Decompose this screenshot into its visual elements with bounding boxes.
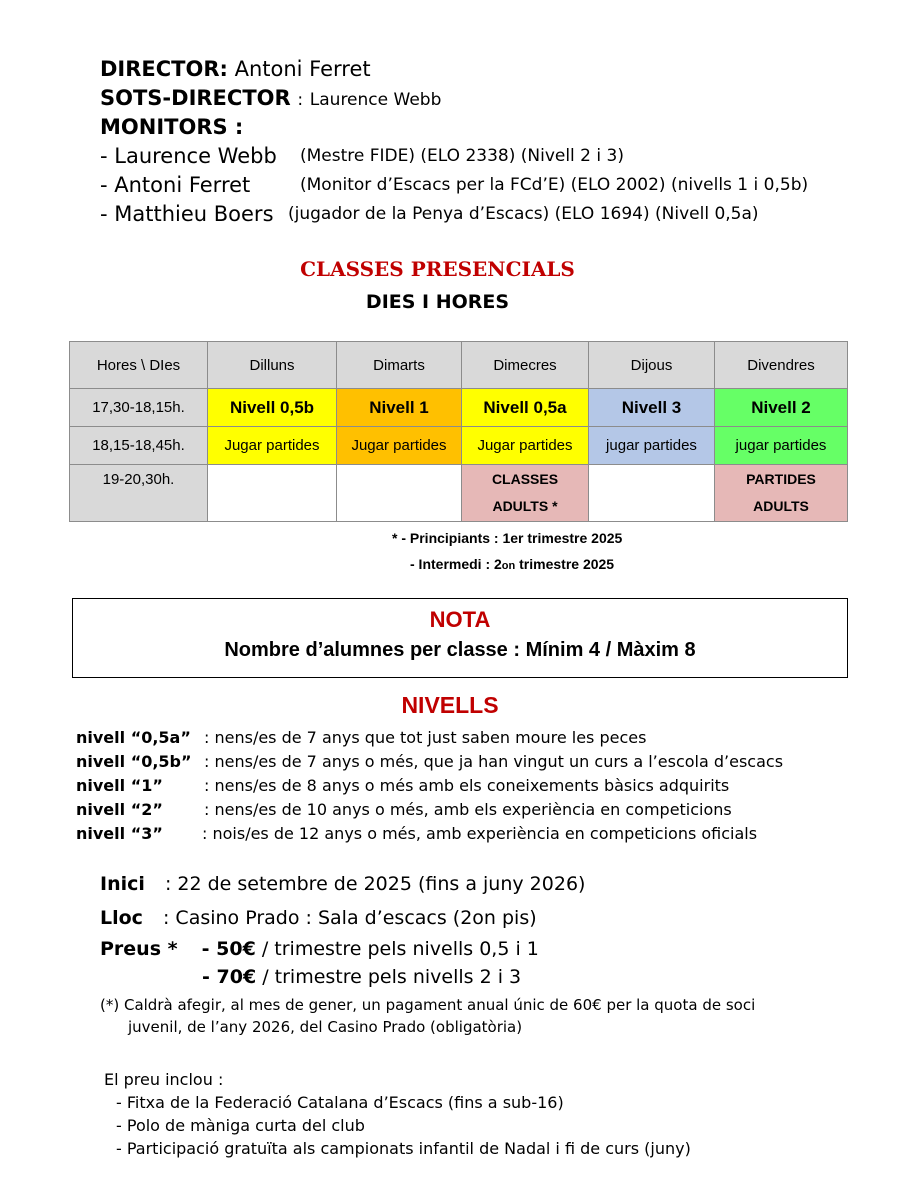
director-name: Antoni Ferret [234, 57, 371, 81]
table-row [70, 389, 848, 427]
adult-games-line2: ADULTS [753, 498, 809, 514]
level-desc: : nois/es de 12 anys o més, amb experiència en competicions oficials [202, 824, 758, 843]
start-row [100, 873, 585, 895]
adult-classes-cell [462, 465, 589, 522]
nota-box [72, 598, 848, 678]
table-header-row [70, 342, 848, 389]
level-label: nivell “1” [76, 776, 163, 795]
schedule-subtitle: DIES I HORES [365, 291, 510, 313]
adult-classes-line1: CLASSES [491, 471, 559, 487]
subdirector-row [100, 84, 441, 113]
day-header: Dilluns [208, 342, 337, 389]
activity-cell: Jugar partides [208, 427, 337, 465]
adult-games-cell [715, 465, 848, 522]
includes-item: - Participació gratuïta als campionats infantil de Nadal i fi de curs (juny) [116, 1139, 691, 1158]
level-item [76, 774, 163, 798]
membership-note-line1: (*) Caldrà afegir, al mes de gener, un pagament anual únic de 60€ per la quota de soci [100, 996, 756, 1014]
level-desc: : nens/es de 8 anys o més amb els coneixements bàsics adquirits [204, 776, 730, 795]
director-row [100, 55, 441, 84]
level-item [76, 822, 163, 846]
monitor-info: (Monitor d’Escacs per la FCd’E) (ELO 2002) (nivells 1 i 0,5b) [300, 175, 809, 195]
time-cell: 19-20,30h. [70, 465, 208, 522]
price-text-2: / trimestre pels nivells 2 i 3 [256, 966, 522, 988]
monitor-name: - Antoni Ferret [100, 173, 251, 197]
includes-item: - Fitxa de la Federació Catalana d’Escacs (fins a sub-16) [116, 1093, 564, 1112]
membership-note-line2: juvenil, de l’any 2026, del Casino Prado (obligatòria) [128, 1018, 523, 1036]
monitor-name: - Matthieu Boers [100, 202, 274, 226]
monitor-info: (Mestre FIDE) (ELO 2338) (Nivell 2 i 3) [300, 146, 624, 166]
level-cell: Nivell 2 [715, 389, 848, 427]
level-label: nivell “0,5b” [76, 752, 192, 771]
monitor-item [100, 200, 759, 229]
level-cell: Nivell 0,5b [208, 389, 337, 427]
price-text-1: / trimestre pels nivells 0,5 i 1 [255, 938, 539, 960]
nota-text: Nombre d’alumnes per classe : Mínim 4 / Màxim 8 [224, 639, 696, 661]
level-cell: Nivell 0,5a [462, 389, 589, 427]
monitor-info: (jugador de la Penya d’Escacs) (ELO 1694) (Nivell 0,5a) [288, 204, 759, 224]
level-label: nivell “0,5a” [76, 728, 191, 747]
subdirector-sep: : [297, 90, 304, 110]
table-row [70, 465, 848, 522]
price-row [100, 938, 539, 960]
time-cell: 18,15-18,45h. [70, 427, 208, 465]
footnote-intermediate-c: trimestre 2025 [515, 556, 615, 572]
level-desc: : nens/es de 7 anys que tot just saben moure les peces [204, 728, 647, 747]
adult-classes-line2: ADULTS * [492, 498, 558, 514]
start-value: : 22 de setembre de 2025 (fins a juny 2026) [164, 873, 586, 895]
includes-section [104, 1068, 691, 1160]
activity-cell: jugar partides [589, 427, 715, 465]
price-label: Preus * [100, 938, 178, 960]
level-desc: : nens/es de 7 anys o més, que ja han vingut un curs a l’escola d’escacs [204, 752, 784, 771]
level-item [76, 726, 191, 750]
director-label: DIRECTOR: [100, 57, 228, 81]
level-label: nivell “3” [76, 824, 163, 843]
monitor-name: - Laurence Webb [100, 144, 277, 168]
activity-cell: Jugar partides [462, 427, 589, 465]
footnote-beginners: * - Principiants : 1er trimestre 2025 [392, 530, 623, 546]
table-row [70, 427, 848, 465]
price-amount-1: - 50€ [201, 938, 256, 960]
footnote-intermediate [410, 556, 614, 572]
day-header: Dimecres [462, 342, 589, 389]
day-header: Divendres [715, 342, 848, 389]
level-cell: Nivell 3 [589, 389, 715, 427]
footnote-intermediate-b: on [501, 560, 516, 572]
monitor-item [100, 142, 624, 171]
level-item [76, 798, 163, 822]
subdirector-label: SOTS-DIRECTOR [100, 86, 291, 110]
footnote-intermediate-a: - Intermedi : 2 [410, 556, 502, 572]
level-cell: Nivell 1 [337, 389, 462, 427]
empty-cell [208, 465, 337, 522]
empty-cell [589, 465, 715, 522]
price-amount-2: - 70€ [202, 966, 257, 988]
includes-title: El preu inclou : [104, 1070, 224, 1089]
start-label: Inici [100, 873, 145, 895]
schedule-table [69, 341, 848, 522]
day-header: Dijous [589, 342, 715, 389]
day-header: Dimarts [337, 342, 462, 389]
levels-title: NIVELLS [401, 692, 499, 718]
time-cell: 17,30-18,15h. [70, 389, 208, 427]
activity-cell: jugar partides [715, 427, 848, 465]
empty-cell [337, 465, 462, 522]
monitor-item [100, 171, 809, 200]
price-line-1 [202, 938, 539, 960]
nota-title: NOTA [429, 607, 491, 632]
activity-cell: Jugar partides [337, 427, 462, 465]
level-label: nivell “2” [76, 800, 163, 819]
place-label: Lloc [100, 907, 143, 929]
includes-item: - Polo de màniga curta del club [116, 1116, 365, 1135]
monitors-label: MONITORS : [100, 115, 244, 139]
membership-note [100, 994, 755, 1038]
monitors-row [100, 113, 441, 142]
table-corner-cell: Hores \ DIes [70, 342, 208, 389]
schedule-title: CLASSES PRESENCIALS [300, 257, 575, 281]
level-desc: : nens/es de 10 anys o més, amb els experiència en competicions [204, 800, 732, 819]
adult-games-line1: PARTIDES [746, 471, 816, 487]
price-row-2 [202, 966, 521, 988]
staff-section [100, 55, 809, 229]
subdirector-name: Laurence Webb [309, 90, 442, 110]
place-row [100, 907, 537, 929]
place-value: : Casino Prado : Sala d’escacs (2on pis) [162, 907, 537, 929]
level-item [76, 750, 192, 774]
